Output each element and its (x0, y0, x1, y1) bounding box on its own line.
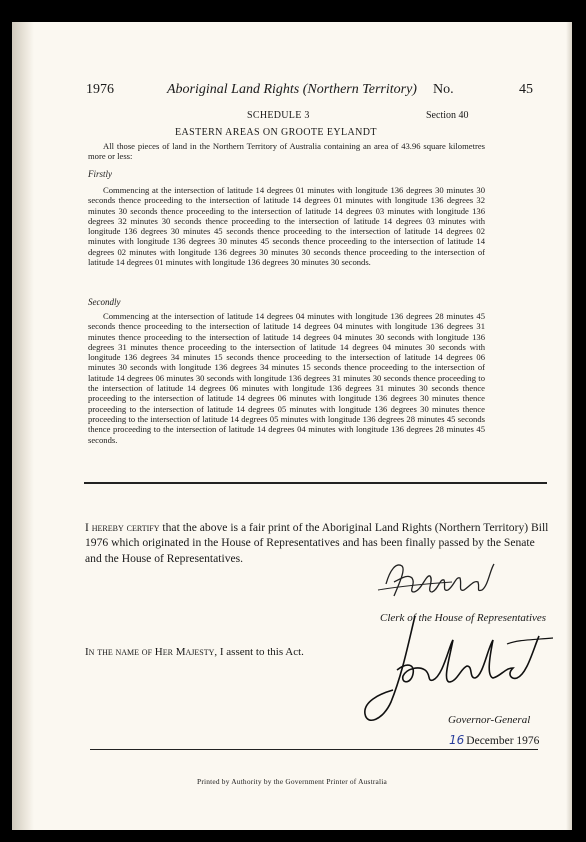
assent-month-year: December 1976 (466, 735, 540, 747)
governor-signature (357, 610, 567, 730)
assent-text: , I assent to this Act. (214, 646, 304, 658)
header-year: 1976 (86, 82, 114, 97)
secondly-paragraph: Commencing at the intersection of latitude 14 degrees 04 minutes with longitude 136 degrees 28 minutes 45 seconds thence proceeding to the intersection of latitude 14 degrees 04 minutes with longitude 136 degrees 31 minutes thence proceeding to the intersection of latitude 14 degrees 04 minutes 30 seconds with longitude 136 degrees 31 minutes thence proceeding to the intersection of latitude 14 degrees 04 minutes 30 seconds with longitude 136 degrees 34 minutes 15 seconds thence proceeding to the intersection of latitude 14 degrees 06 minutes 30 seconds with longitude 136 degrees 34 minutes 15 seconds thence proceeding to the intersection of latitude 14 degrees 06 minutes 30 seconds with longitude 136 degrees 31 minutes 30 seconds thence proceeding to the intersection of latitude 14 degrees 06 minutes with longitude 136 degrees 31 minutes 30 seconds thence proceeding to the intersection of latitude 14 degrees 06 minutes with longitude 136 degrees 30 minutes thence proceeding to the intersection of latitude 14 degrees 05 minutes with longitude 136 degrees 30 minutes thence proceeding to the intersection of latitude 14 degrees 05 minutes with longitude 136 degrees 28 minutes 45 seconds thence proceeding to the intersection of latitude 14 degrees 04 minutes with longitude 136 degrees 28 minutes 45 seconds. (88, 311, 485, 445)
secondly-label: Secondly (88, 297, 121, 307)
assent-day: 16 (449, 733, 465, 747)
schedule-heading: SCHEDULE 3 (247, 110, 310, 121)
assent-date (449, 733, 539, 747)
printer-notice: Printed by Authority by the Government Printer of Australia (197, 777, 387, 786)
assent-lead: In the name of Her Majesty (85, 646, 215, 658)
header-title: Aboriginal Land Rights (Northern Territory) (167, 82, 417, 97)
governor-title: Governor-General (448, 714, 531, 726)
firstly-label: Firstly (88, 169, 112, 179)
document-page (12, 22, 572, 830)
clerk-signature (372, 552, 502, 612)
section-reference: Section 40 (426, 110, 469, 121)
certify-text: that the above is a fair print of the Aboriginal Land Rights (Northern Territory) Bill 1976 which originated in the House of Representatives and has been finally passed by the Senate and the House of Representatives. (85, 521, 549, 565)
header-no-label: No. (433, 82, 454, 97)
clerk-title: Clerk of the House of Representatives (380, 612, 547, 624)
page-gutter (12, 22, 34, 830)
schedule-subheading: EASTERN AREAS ON GROOTE EYLANDT (175, 127, 377, 138)
certify-lead: I hereby certify (85, 521, 160, 534)
footer-divider (90, 749, 538, 750)
assent-paragraph (85, 646, 304, 658)
header-number: 45 (519, 82, 533, 97)
section-divider (84, 482, 547, 484)
intro-paragraph: All those pieces of land in the Northern Territory of Australia containing an area of 43.96 square kilometres more or less: (88, 141, 485, 162)
firstly-paragraph: Commencing at the intersection of latitude 14 degrees 01 minutes with longitude 136 degrees 30 minutes 30 seconds thence proceeding to the intersection of latitude 14 degrees 01 minutes with longitude 136 degrees 32 minutes 30 seconds thence proceeding to the intersection of latitude 14 degrees 03 minutes with longitude 136 degrees 32 minutes 30 seconds thence proceeding to the intersection of latitude 14 degrees 03 minutes with longitude 136 degrees 30 minutes 45 seconds thence proceeding to the intersection of latitude 14 degrees 02 minutes with longitude 136 degrees 30 minutes 45 seconds thence proceeding to the intersection of latitude 14 degrees 02 minutes with longitude 136 degrees 30 minutes 30 seconds thence proceeding to the intersection of latitude 14 degrees 01 minutes with longitude 136 degrees 30 minutes 30 seconds. (88, 185, 485, 268)
